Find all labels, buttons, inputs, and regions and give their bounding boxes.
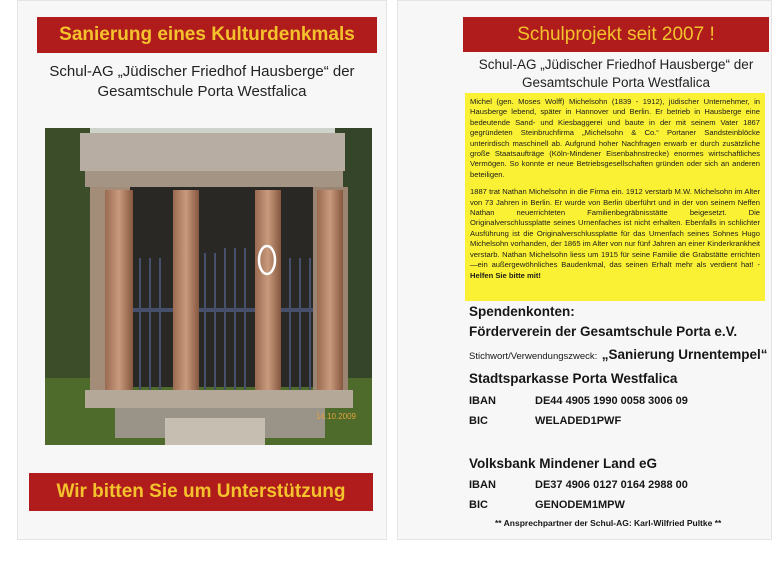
bank2-bic-label: BIC (469, 499, 488, 511)
subtitle (17, 62, 387, 102)
history-paragraph-2-text: 1887 trat Nathan Michelsohn in die Firma ein. 1912 verstarb M.W. Michelsohn im Alter von 73 Jahren in Berlin. Er wurde von Berlin überführt und in der von seinem Neffen Nathan neuerrichteten Familienbegräbnisstätte beigesetzt. Die Originalverschlussplatte seines Urnenfaches ist nicht erhalten. Ebenfalls in schlichter Ausführung ist die Originalverschlussplatte für das Urnenfach seines Sohnes Hugo Michelsohn vorhanden, der 1865 im Alter von nur fünf Jahren an einer Kinderkrankheit verstarb. Nathan Michelsohn liess um 1915 für seine Familie die Grabstätte errichten—ein außergewöhnliches Baudenkmal, das seinen Erhalt mehr als verdient hat! - (470, 187, 761, 270)
reference-value: „Sanierung Urnentempel“ (601, 347, 768, 362)
bank1-name: Stadtsparkasse Porta Westfalica (469, 371, 678, 386)
bank1-bic: WELADED1PWF (535, 415, 622, 427)
urn-temple-photo (45, 128, 372, 445)
right-subtitle-line-2: Gesamtschule Porta Westfalica (521, 75, 711, 90)
reference-label: Stichwort/Verwendungszweck: (469, 351, 598, 362)
right-page (397, 0, 772, 540)
bank2-iban: DE37 4906 0127 0164 2988 00 (535, 479, 688, 491)
right-subtitle (463, 56, 769, 92)
foerderverein-name: Förderverein der Gesamtschule Porta e.V. (469, 324, 738, 339)
help-callout: Helfen Sie bitte mit! (470, 270, 541, 280)
left-page (17, 0, 387, 540)
reference-row (469, 346, 768, 364)
history-paragraph-1: Michel (gen. Moses Wolff) Michelsohn (1839 - 1912), jüdischer Unternehmer, in Hausberge lebend, später in Hannover und Berlin. Er betrieb in Hausberge eine bedeutende Sand- und Kiesbaggerei und baute in der mit seinem Vater 1867 gegründeten Steinbruchfirma „Michelsohn & Co.“ Portaner Sandsteinblöcke unterirdisch maschinell ab. Aufgrund hoher Nachfragen erwarb er durch zusätzliche große Staatsaufträge (Köln-Mindener Eisenbahnstrecke) enormes wirtschaftliches Vermögen. So konnte er neue Betriebsgesellschaften gründen oder sich an anderen beteiligen. (470, 97, 760, 179)
bank1-iban-label: IBAN (469, 395, 496, 407)
title-banner (37, 17, 377, 53)
bank2-iban-label: IBAN (469, 479, 496, 491)
photo-date-stamp: 14.10.2009 (315, 412, 356, 421)
project-banner (463, 17, 769, 52)
donation-accounts-heading: Spendenkonten: (469, 304, 575, 319)
urn-temple-illustration (45, 128, 372, 445)
subtitle-line-1: Schul-AG „Jüdischer Friedhof Hausberge“ der (49, 63, 355, 80)
title-banner-text: Sanierung eines Kulturdenkmals (59, 24, 355, 45)
bank2-name: Volksbank Mindener Land eG (469, 456, 658, 471)
bank2-bic: GENODEM1MPW (535, 499, 625, 511)
contact-footer: ** Ansprechpartner der Schul-AG: Karl-Wilfried Pultke ** (495, 518, 722, 528)
right-subtitle-line-1: Schul-AG „Jüdischer Friedhof Hausberge“ der (478, 57, 754, 72)
project-banner-text: Schulprojekt seit 2007 ! (517, 23, 715, 45)
history-textbox (465, 93, 765, 301)
support-banner-text: Wir bitten Sie um Unterstützung (56, 481, 346, 502)
bank1-iban: DE44 4905 1990 0058 3006 09 (535, 395, 688, 407)
bank1-bic-label: BIC (469, 415, 488, 427)
support-banner (29, 473, 373, 511)
history-paragraph-2 (470, 187, 760, 281)
subtitle-line-2: Gesamtschule Porta Westfalica (97, 83, 307, 100)
